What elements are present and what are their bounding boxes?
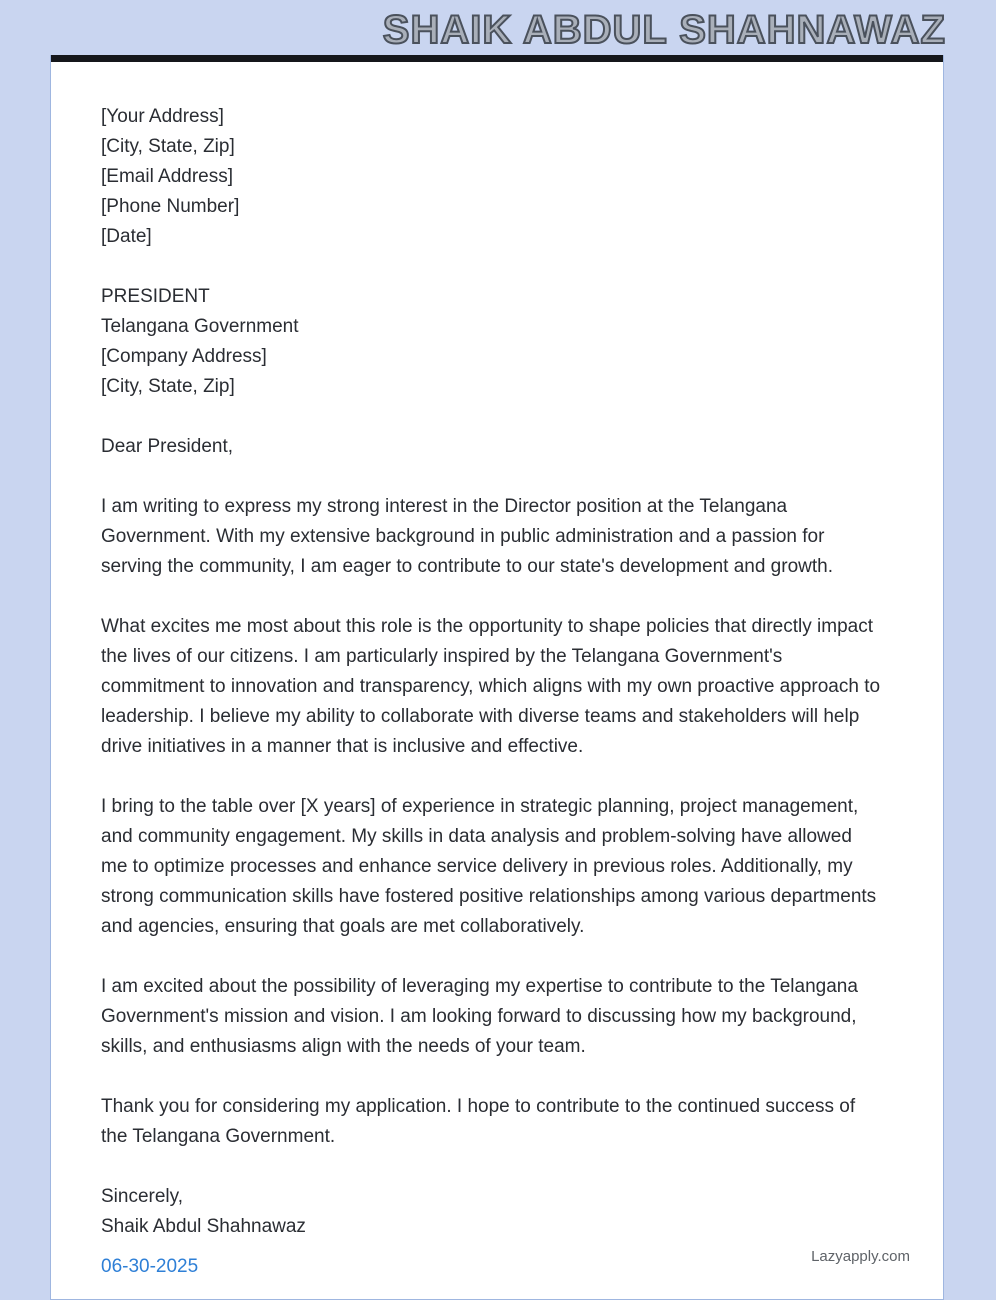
closing-block xyxy=(101,1182,883,1242)
recipient-address-line: [Company Address] xyxy=(101,346,267,367)
body-paragraph: I bring to the table over [X years] of experience in strategic planning, project management, and community engagement. My skills in data analysis and problem-solving have allowed me to optimize processes and enhance service delivery in previous roles. Additionally, my strong communication skills have fostered positive relationships among various departments and agencies, ensuring that goals are met collaboratively. xyxy=(101,796,877,937)
sender-address-block xyxy=(101,102,883,252)
recipient-address-block xyxy=(101,282,883,402)
letter-content xyxy=(51,62,943,1282)
salutation-text: Dear President, xyxy=(101,436,234,457)
body-paragraph: I am writing to express my strong interest in the Director position at the Telangana Government. With my extensive background in public administration and a passion for serving the community, I am eager to contribute to our state's development and growth. xyxy=(101,496,833,577)
recipient-organization: Telangana Government xyxy=(101,316,299,337)
recipient-address-line: [City, State, Zip] xyxy=(101,376,235,397)
letter-page xyxy=(50,55,944,1300)
letter-date: 06-30-2025 xyxy=(101,1256,199,1277)
sender-address-line: [Date] xyxy=(101,226,152,247)
sender-address-line: [Your Address] xyxy=(101,106,224,127)
sender-address-line: [Phone Number] xyxy=(101,196,240,217)
sender-address-line: [Email Address] xyxy=(101,166,233,187)
signature-name: Shaik Abdul Shahnawaz xyxy=(101,1216,306,1237)
body-paragraph: Thank you for considering my application. I hope to contribute to the continued success of the Telangana Government. xyxy=(101,1096,856,1147)
page-top-border xyxy=(51,55,943,62)
body-paragraph: I am excited about the possibility of leveraging my expertise to contribute to the Telangana Government's mission and vision. I am looking forward to discussing how my background, skills, and enthusiasms align with the needs of your team. xyxy=(101,976,858,1057)
recipient-title: PRESIDENT xyxy=(101,286,210,307)
closing-text: Sincerely, xyxy=(101,1186,184,1207)
salutation xyxy=(101,432,883,462)
page-title: SHAIK ABDUL SHAHNAWAZ xyxy=(382,8,946,52)
body-paragraph: What excites me most about this role is the opportunity to shape policies that directly impact the lives of our citizens. I am particularly inspired by the Telangana Government's commitment to innovation and transparency, which aligns with my own proactive approach to leadership. I believe my ability to collaborate with diverse teams and stakeholders will help drive initiatives in a manner that is inclusive and effective. xyxy=(101,616,881,757)
watermark-text: Lazyapply.com xyxy=(811,1248,910,1265)
sender-address-line: [City, State, Zip] xyxy=(101,136,235,157)
